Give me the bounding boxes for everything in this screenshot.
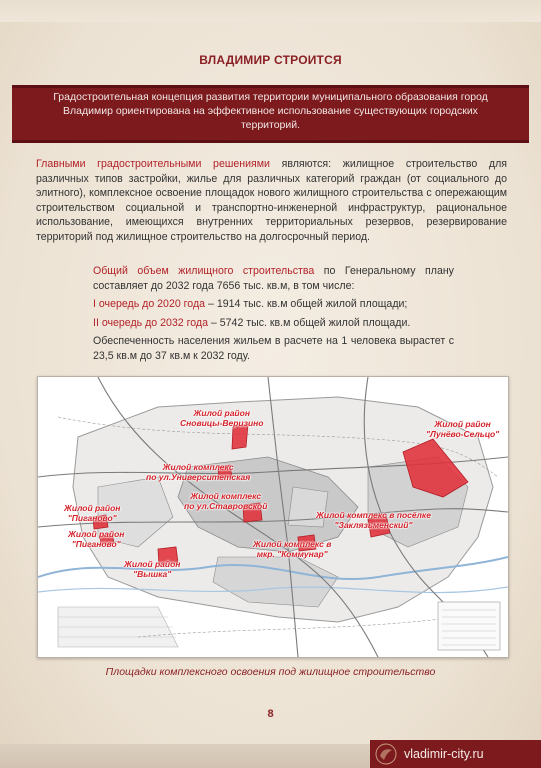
map-label-kommunar: Жилой комплекс в мкр. "Коммунар" bbox=[253, 539, 332, 559]
lead-text: являются: жилищное строительство для различных типов застройки, жилье для различных категорий граждан (от социального до элитного), комплексное освоение площадок нового жилищного строительства с опережающим строительством социальной и транспортно-инженерной инфраструктур, рациональное использование, имеющихся внутренних территориальных резервов, резервирование территорий под жилищное строительство на долгосрочный период. bbox=[36, 158, 507, 243]
city-map bbox=[37, 376, 509, 658]
stats-total-text: по Генеральному плану составляет до 2032 года 7656 тыс. кв.м, в том числе: bbox=[93, 265, 454, 292]
page-number: 8 bbox=[267, 708, 274, 720]
map-label-piganovo-1: Жилой район "Пиганово" bbox=[64, 503, 121, 523]
stats-stage2-text: – 5742 тыс. кв.м общей жилой площади. bbox=[207, 316, 411, 329]
map-label-lunevo: Жилой район "Лунёво-Сельцо" bbox=[426, 419, 500, 439]
lead-paragraph bbox=[36, 157, 507, 245]
housing-stats bbox=[93, 264, 454, 368]
map-label-stavrovskaya: Жилой комплекс по ул.Ставровской bbox=[184, 491, 268, 511]
intro-banner bbox=[12, 85, 529, 143]
ornament-icon bbox=[374, 742, 398, 766]
stats-provision: Обеспеченность населения жильем в расчете на 1 человека вырастет с 23,5 кв.м до 37 кв.м к 2032 году. bbox=[93, 335, 454, 362]
lead-highlight: Главными градостроительными решениями bbox=[36, 158, 270, 170]
stats-stage1 bbox=[93, 297, 454, 312]
stats-total bbox=[93, 264, 454, 293]
map-label-snovitsy: Жилой район Сновицы-Веризино bbox=[180, 408, 264, 428]
stats-total-highlight: Общий объем жилищного строительства bbox=[93, 265, 315, 277]
site-link[interactable]: vladimir-city.ru bbox=[404, 747, 484, 761]
top-bar bbox=[0, 0, 541, 22]
banner-text: Градостроительная концепция развития территории муниципального образования город Владимир ориентирована на эффективное использование существующих городских территорий. bbox=[53, 91, 488, 131]
map-label-zaklyazmensky: Жилой комплекс в посёлке "Заклязьменский" bbox=[316, 510, 431, 530]
map-caption: Площадки комплексного освоения под жилищное строительство bbox=[105, 666, 436, 678]
stats-stage2-highlight: II очередь до 2032 года bbox=[93, 316, 208, 329]
map-label-vyshka: Жилой район "Вышка" bbox=[124, 559, 181, 579]
stats-stage1-text: – 1914 тыс. кв.м общей жилой площади; bbox=[205, 298, 408, 311]
stats-stage1-highlight: I очередь до 2020 года bbox=[93, 298, 206, 311]
stats-stage2 bbox=[93, 316, 454, 331]
map-label-universitetskaya: Жилой комплекс по ул.Университетская bbox=[146, 462, 251, 482]
page-title: ВЛАДИМИР СТРОИТСЯ bbox=[199, 53, 342, 67]
map-label-piganovo-2: Жилой район "Пиганово" bbox=[68, 529, 125, 549]
